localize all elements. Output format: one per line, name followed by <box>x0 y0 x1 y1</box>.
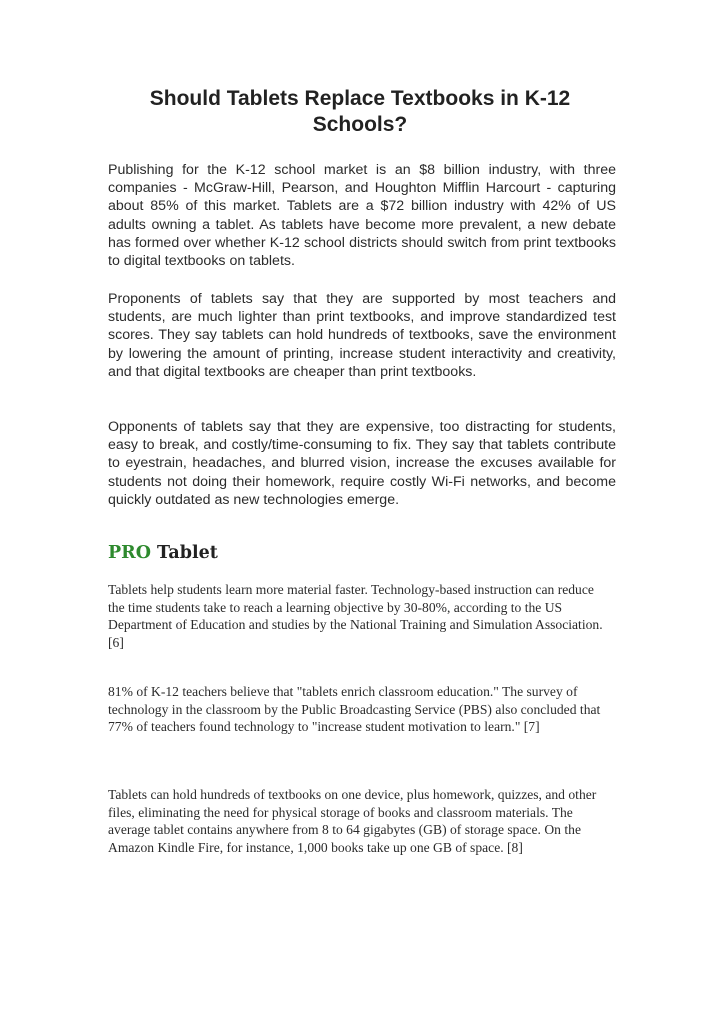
section-heading <box>108 542 218 564</box>
pro-paragraph-2: 81% of K-12 teachers believe that "tablets enrich classroom education." The survey of technology in the classroom by the Public Broadcasting Service (PBS) also concluded that 77% of teachers found technology to "increase student motivation to learn." [7] <box>108 684 601 735</box>
intro-paragraph-1: Publishing for the K-12 school market is an $8 billion industry, with three companies - McGraw-Hill, Pearson, and Houghton Mifflin Harcourt - capturing about 85% of this market. Tablets are a $72 billion industry with 42% of US adults owning a tablet. As tablets have become more prevalent, a new debate has formed over whether K-12 school districts should switch from print textbooks to digital textbooks on tablets. <box>108 162 616 270</box>
intro-paragraph-2: Proponents of tablets say that they are supported by most teachers and students, are much lighter than print textbooks, and improve standardized test scores. They say tablets can hold hundreds of textbooks, save the environment by lowering the amount of printing, increase student interactivity and creativity, and that digital textbooks are cheaper than print textbooks. <box>108 291 616 380</box>
section-heading-rest: Tablet <box>150 543 218 563</box>
section-heading-pro: PRO <box>108 543 151 563</box>
page-title: Should Tablets Replace Textbooks in K-12 Schools? <box>149 87 571 136</box>
pro-paragraph-1: Tablets help students learn more material faster. Technology-based instruction can reduce the time students take to reach a learning objective by 30-80%, according to the US Department of Education and studies by the National Training and Simulation Association. [6] <box>108 582 603 650</box>
intro-paragraph-3: Opponents of tablets say that they are expensive, too distracting for students, easy to break, and costly/time-consuming to fix. They say that tablets contribute to eyestrain, headaches, and blurred vision, increase the excuses available for students not doing their homework, require costly Wi-Fi networks, and become quickly outdated as new technologies emerge. <box>108 419 616 508</box>
pro-paragraph-3: Tablets can hold hundreds of textbooks on one device, plus homework, quizzes, and other files, eliminating the need for physical storage of books and classroom materials. The average tablet contains anywhere from 8 to 64 gigabytes (GB) of storage space. On the Amazon Kindle Fire, for instance, 1,000 books take up one GB of space. [8] <box>108 787 597 855</box>
